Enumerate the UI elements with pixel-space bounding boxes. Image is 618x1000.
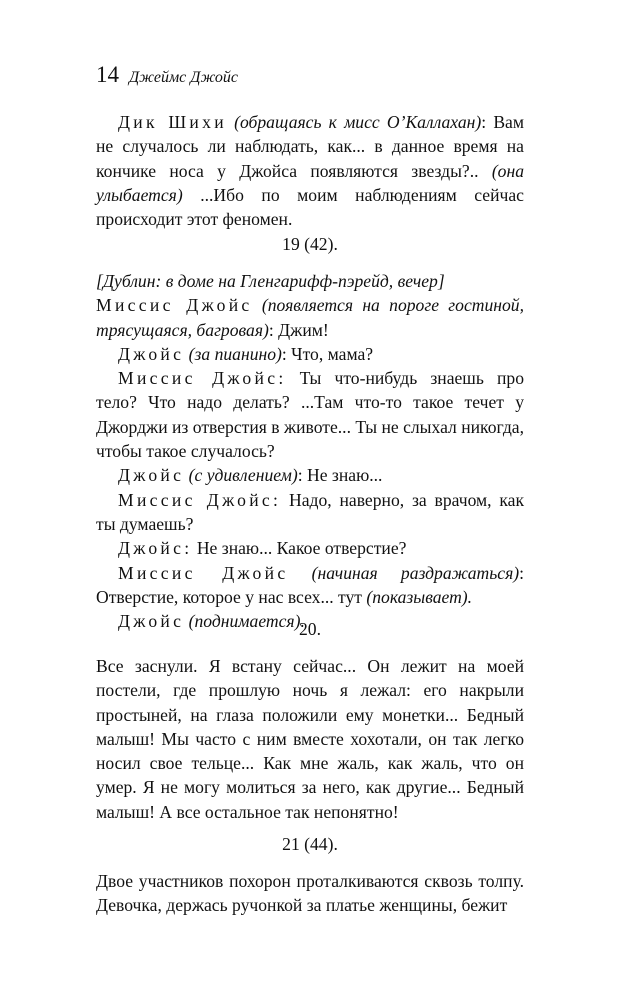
stage-direction: (она улыбается) [96, 160, 524, 205]
page-number: 14 [96, 62, 119, 87]
speaker-name: Миссис Джойс: [118, 489, 282, 510]
speech-text: Ты что-нибудь знаешь про тело? Что надо делать? ...Там что-то такое течет у Джорджи из отверстия в животе... Ты не слыхал никогда, чтобы такое случалось? [96, 368, 525, 462]
paragraph: Двое участников похорон проталкиваются сквозь толпу. Девочка, держась ручонкой за платье женщины, бежит [96, 871, 524, 916]
speech-text: Не знаю... Какое отверстие? [196, 538, 407, 559]
stage-direction: (поднимается). [188, 611, 305, 632]
dialogue-line [96, 366, 524, 463]
speaker-name: Дик Шихи [118, 112, 227, 132]
speaker-name: Миссис Джойс [118, 562, 289, 583]
dialogue-line [96, 463, 524, 487]
dialogue-line [96, 342, 524, 366]
dialogue-block-1 [96, 110, 524, 231]
stage-direction: (начиная раздражаться) [311, 562, 520, 583]
stage-direction: (показывает). [366, 586, 473, 607]
dialogue-line [96, 110, 524, 231]
speech-text: Надо, наверно, за врачом, как ты думаешь? [96, 489, 524, 534]
dialogue-line [96, 488, 524, 537]
dialogue-line [96, 561, 524, 610]
section-heading-21: 21 (44). [282, 834, 338, 854]
dialogue-line [96, 536, 524, 560]
running-title: Джеймс Джойс [129, 69, 239, 86]
scene-setting: [Дублин: в доме на Гленгарифф-пэрейд, вечер] [96, 271, 445, 291]
speech-text: : Вам не случалось ли наблюдать, как... в данное время на кончике носа у Джойса появляются звезды?.. [96, 112, 524, 181]
speaker-name: Джойс [118, 611, 185, 632]
speech-text: : Отверстие, которое у нас всех... тут [96, 562, 525, 607]
speech-text: ...Ибо по моим наблюдениям сейчас происходит этот феномен. [96, 184, 524, 230]
stage-direction: (с удивлением) [188, 465, 298, 486]
section-heading-19: 19 (42). [282, 234, 338, 254]
speaker-name: Джойс [118, 465, 185, 486]
section-19-body [96, 269, 524, 633]
speech-text: : Что, мама? [281, 343, 374, 364]
speaker-name: Джойс [118, 343, 185, 364]
speaker-name: Джойс: [118, 538, 193, 559]
stage-direction: (обращаясь к мисс О’Каллахан) [234, 112, 482, 132]
section-heading-20: 20. [299, 619, 321, 639]
section-21-body [96, 869, 524, 918]
speech-text: : Не знаю... [297, 465, 383, 486]
speaker-name: Миссис Джойс [96, 295, 253, 316]
stage-direction: (за пианино) [188, 343, 282, 364]
paragraph: Все заснули. Я встану сейчас... Он лежит на моей постели, где прошлую ночь я лежал: его накрыли простыней, на глаза положили ему монетки... Бедный малыш! Мы часто с ним вместе хохотали, он так легко носил свое тельце... Как мне жаль, как жаль, что он умер. Я не могу молиться за него, как другие... Бедный малыш! А все остальное так непонятно! [96, 656, 524, 822]
stage-direction: (появляется на пороге гостиной, трясущаяся, багровая) [96, 295, 524, 340]
page-header [96, 62, 238, 88]
speech-text: : Джим! [268, 319, 329, 340]
dialogue-line [96, 293, 524, 342]
section-20-body [96, 654, 524, 824]
speaker-name: Миссис Джойс: [118, 368, 287, 389]
